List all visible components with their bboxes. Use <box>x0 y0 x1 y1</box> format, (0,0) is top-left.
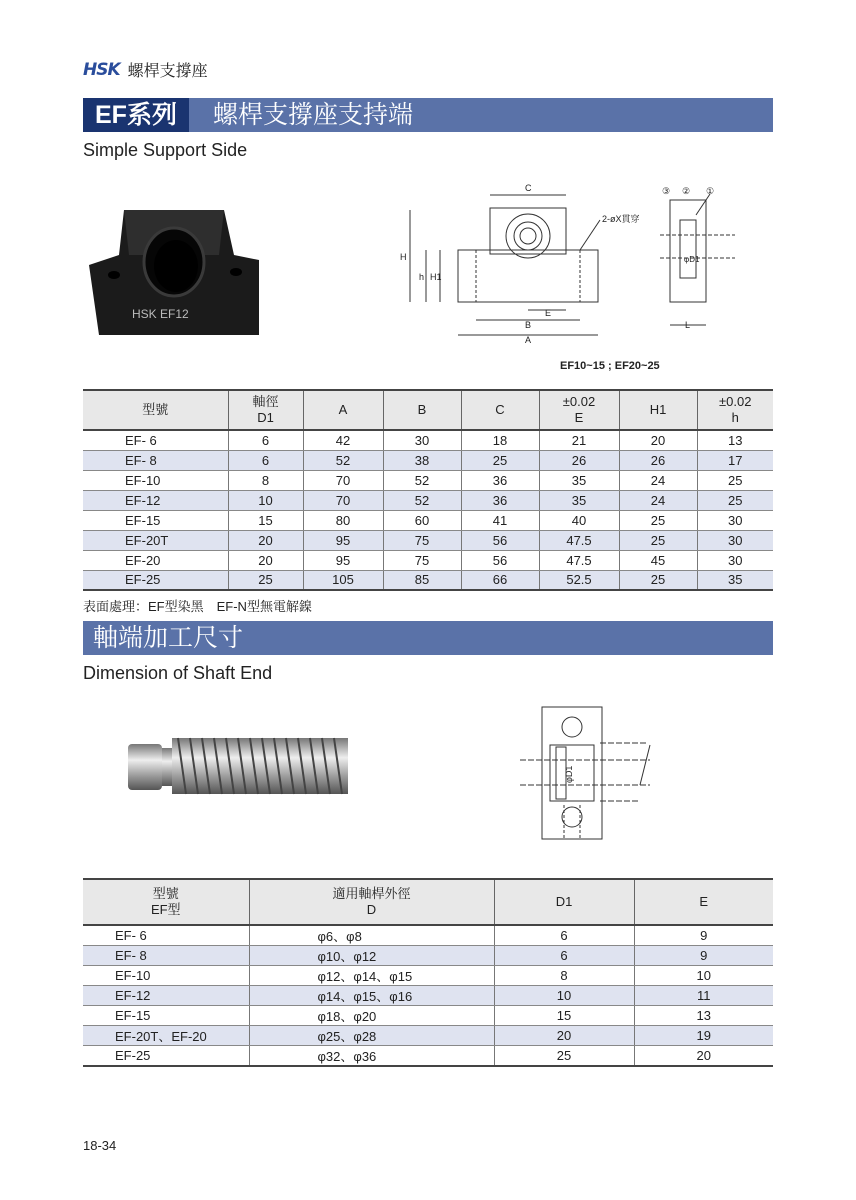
table-cell: 25 <box>494 1046 634 1067</box>
table-cell: 25 <box>697 470 773 490</box>
table-cell: EF-20T <box>83 530 228 550</box>
table-cell: 8 <box>494 966 634 986</box>
table-row <box>83 925 773 946</box>
table-cell: 25 <box>461 450 539 470</box>
table-cell: φ6、φ8 <box>249 925 494 946</box>
table-cell: φ25、φ28 <box>249 1026 494 1046</box>
table-cell: 85 <box>383 570 461 590</box>
table-cell: EF-20T、EF-20 <box>83 1026 249 1046</box>
section2-subtitle: Dimension of Shaft End <box>83 663 273 683</box>
table-cell: 30 <box>697 530 773 550</box>
dim-a: A <box>525 335 532 345</box>
col-a: A <box>303 390 383 430</box>
table-cell: 6 <box>494 925 634 946</box>
table-cell: 35 <box>697 570 773 590</box>
page-number: 18-34 <box>83 1138 117 1153</box>
table-cell: 75 <box>383 530 461 550</box>
table-cell: 42 <box>303 430 383 450</box>
section-title: 螺桿支撐座支持端 <box>213 101 414 129</box>
part-2: ② <box>682 186 691 196</box>
hsk-logo: HSK <box>83 59 120 80</box>
table-cell: 25 <box>697 490 773 510</box>
table-cell: 21 <box>539 430 619 450</box>
table-cell: 70 <box>303 490 383 510</box>
col-h1: H1 <box>619 390 697 430</box>
table-cell: 36 <box>461 490 539 510</box>
table-cell: EF-15 <box>83 1006 249 1026</box>
table-cell: 15 <box>494 1006 634 1026</box>
dim-c: C <box>525 183 532 193</box>
col2-model: 型號 EF型 <box>83 879 249 925</box>
table-cell: EF-12 <box>83 490 228 510</box>
table-cell: 13 <box>697 430 773 450</box>
table-cell: 25 <box>228 570 303 590</box>
table-cell: 6 <box>228 450 303 470</box>
table-cell: 20 <box>634 1046 773 1067</box>
table-cell: 70 <box>303 470 383 490</box>
table-cell: 17 <box>697 450 773 470</box>
section-banner-shaft <box>83 621 773 655</box>
table-cell: 80 <box>303 510 383 530</box>
table-row <box>83 470 773 490</box>
table-cell: 52.5 <box>539 570 619 590</box>
table-cell: φ14、φ15、φ16 <box>249 986 494 1006</box>
shaft-end-table <box>83 878 773 1067</box>
dim-e: E <box>545 308 552 318</box>
support-drawing <box>390 180 750 350</box>
table-cell: 30 <box>383 430 461 450</box>
col2-d1: D1 <box>494 879 634 925</box>
table-row <box>83 490 773 510</box>
table-cell: 20 <box>228 530 303 550</box>
table-row <box>83 570 773 590</box>
shaft-d1-label: φD1 <box>564 765 574 783</box>
part-1: ① <box>706 186 715 196</box>
table-cell: 10 <box>634 966 773 986</box>
dim-hole: 2-øX貫穿 <box>602 214 640 224</box>
table-row <box>83 550 773 570</box>
table-row <box>83 1026 773 1046</box>
table-cell: EF-10 <box>83 966 249 986</box>
table-row <box>83 966 773 986</box>
col-b: B <box>383 390 461 430</box>
table-cell: EF-25 <box>83 570 228 590</box>
series-tag: EF系列 <box>83 98 189 132</box>
product-photo <box>84 200 264 350</box>
table-cell: 35 <box>539 490 619 510</box>
table-cell: 47.5 <box>539 530 619 550</box>
table-cell: 75 <box>383 550 461 570</box>
table-cell: 20 <box>619 430 697 450</box>
table-row <box>83 1046 773 1067</box>
table-cell: 30 <box>697 550 773 570</box>
table-cell: 40 <box>539 510 619 530</box>
table-cell: 41 <box>461 510 539 530</box>
table-row <box>83 530 773 550</box>
col-d1: 軸徑 D1 <box>228 390 303 430</box>
table-cell: 20 <box>228 550 303 570</box>
table-cell: φ10、φ12 <box>249 946 494 966</box>
table-row <box>83 450 773 470</box>
table-row <box>83 946 773 966</box>
section-banner-ef <box>83 98 773 132</box>
table-cell: 25 <box>619 570 697 590</box>
table-cell: 19 <box>634 1026 773 1046</box>
table-cell: 52 <box>383 470 461 490</box>
table-cell: 10 <box>228 490 303 510</box>
col-h: ±0.02 h <box>697 390 773 430</box>
table-row <box>83 430 773 450</box>
shaft-drawing <box>500 705 670 845</box>
col-model: 型號 <box>83 390 228 430</box>
table-row <box>83 1006 773 1026</box>
dim-h-lower: h <box>419 272 425 282</box>
table-cell: 36 <box>461 470 539 490</box>
table-cell: 52 <box>383 490 461 510</box>
table-cell: 25 <box>619 510 697 530</box>
table-cell: EF-20 <box>83 550 228 570</box>
dim-h-upper: H <box>400 252 407 262</box>
table-cell: 66 <box>461 570 539 590</box>
table-cell: φ12、φ14、φ15 <box>249 966 494 986</box>
page-header <box>83 58 208 81</box>
table-cell: 26 <box>539 450 619 470</box>
table-cell: 38 <box>383 450 461 470</box>
table-cell: EF- 8 <box>83 450 228 470</box>
table-cell: 18 <box>461 430 539 450</box>
header-title: 螺桿支撐座 <box>127 63 208 80</box>
section2-title: 軸端加工尺寸 <box>93 624 244 652</box>
photo-label: HSK EF12 <box>132 307 189 321</box>
drawing-caption: EF10~15 ; EF20~25 <box>560 360 660 372</box>
table-cell: 52 <box>303 450 383 470</box>
table-cell: φ32、φ36 <box>249 1046 494 1067</box>
table-cell: 9 <box>634 946 773 966</box>
table-cell: 6 <box>228 430 303 450</box>
table-cell: 56 <box>461 530 539 550</box>
table-cell: 8 <box>228 470 303 490</box>
table-row <box>83 510 773 530</box>
table-cell: 95 <box>303 530 383 550</box>
table-cell: 11 <box>634 986 773 1006</box>
table-cell: EF-15 <box>83 510 228 530</box>
table-cell: EF- 6 <box>83 430 228 450</box>
table-cell: 95 <box>303 550 383 570</box>
table-cell: 56 <box>461 550 539 570</box>
table-cell: 24 <box>619 490 697 510</box>
dim-l: L <box>685 320 691 330</box>
table-cell: EF-12 <box>83 986 249 1006</box>
table-cell: 25 <box>619 530 697 550</box>
table-cell: 45 <box>619 550 697 570</box>
col-e: ±0.02 E <box>539 390 619 430</box>
table-cell: 24 <box>619 470 697 490</box>
table-cell: 13 <box>634 1006 773 1026</box>
col2-d: 適用軸桿外徑 D <box>249 879 494 925</box>
screw-photo <box>126 730 351 800</box>
table-cell: 26 <box>619 450 697 470</box>
col2-e: E <box>634 879 773 925</box>
table-cell: EF-10 <box>83 470 228 490</box>
dim-b: B <box>525 320 532 330</box>
table-cell: 60 <box>383 510 461 530</box>
table-cell: 6 <box>494 946 634 966</box>
section-subtitle: Simple Support Side <box>83 140 248 160</box>
table-cell: 47.5 <box>539 550 619 570</box>
surface-note: 表面處理：EF型染黑 EF-N型無電解鎳 <box>83 599 312 614</box>
table-cell: 35 <box>539 470 619 490</box>
table-cell: EF-25 <box>83 1046 249 1067</box>
dim-d1: φD1 <box>684 255 700 264</box>
table-cell: EF- 6 <box>83 925 249 946</box>
support-spec-table <box>83 389 773 591</box>
table-row <box>83 986 773 1006</box>
table-cell: EF- 8 <box>83 946 249 966</box>
table-cell: 105 <box>303 570 383 590</box>
table-cell: 20 <box>494 1026 634 1046</box>
table-cell: 30 <box>697 510 773 530</box>
table-cell: φ18、φ20 <box>249 1006 494 1026</box>
table-cell: 9 <box>634 925 773 946</box>
part-3: ③ <box>662 186 671 196</box>
table-cell: 10 <box>494 986 634 1006</box>
table-cell: 15 <box>228 510 303 530</box>
col-c: C <box>461 390 539 430</box>
dim-h1: H1 <box>430 272 442 282</box>
